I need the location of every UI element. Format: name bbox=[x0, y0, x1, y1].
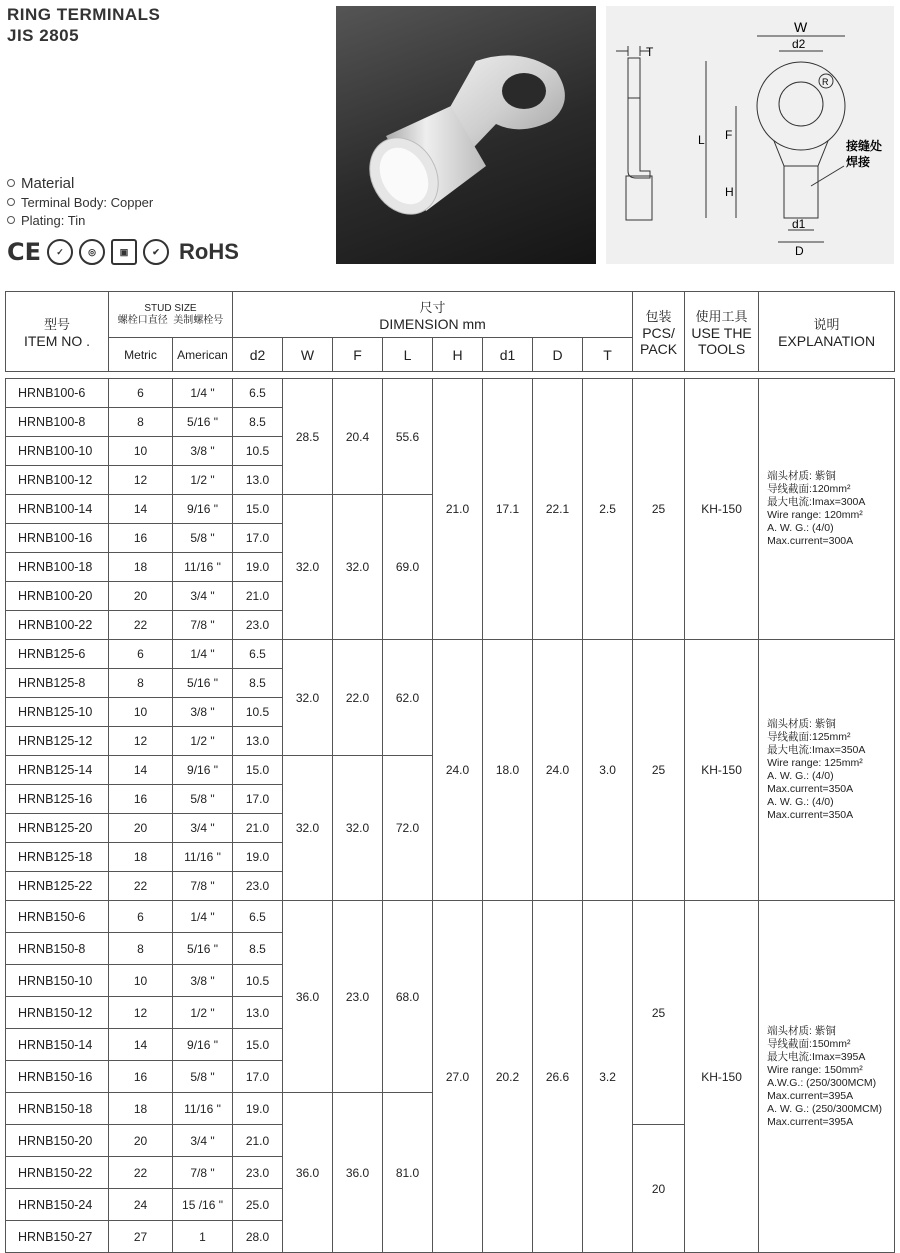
header-W: W bbox=[283, 338, 333, 372]
item-no-cell: HRNB150-20 bbox=[6, 1125, 109, 1157]
american-cell: 5/8 " bbox=[173, 1061, 233, 1093]
label-F: F bbox=[725, 128, 733, 142]
metric-cell: 22 bbox=[109, 611, 173, 640]
item-no-cell: HRNB150-10 bbox=[6, 965, 109, 997]
american-cell: 15 /16 " bbox=[173, 1189, 233, 1221]
bullet-icon bbox=[7, 216, 15, 224]
d2-cell: 19.0 bbox=[233, 553, 283, 582]
f-cell: 32.0 bbox=[333, 756, 383, 901]
d2-cell: 10.5 bbox=[233, 965, 283, 997]
f-cell: 20.4 bbox=[333, 379, 383, 495]
d2-cell: 10.5 bbox=[233, 437, 283, 466]
item-no-cell: HRNB150-18 bbox=[6, 1093, 109, 1125]
item-no-cell: HRNB150-6 bbox=[6, 901, 109, 933]
pack-cell: 25 bbox=[633, 901, 685, 1125]
label-H: H bbox=[725, 185, 734, 199]
metric-cell: 10 bbox=[109, 965, 173, 997]
metric-cell: 16 bbox=[109, 524, 173, 553]
w-cell: 32.0 bbox=[283, 640, 333, 756]
w-cell: 36.0 bbox=[283, 1093, 333, 1253]
table-row bbox=[6, 901, 895, 933]
w-cell: 36.0 bbox=[283, 901, 333, 1093]
l-cell: 72.0 bbox=[383, 756, 433, 901]
metric-cell: 14 bbox=[109, 1029, 173, 1061]
product-photo bbox=[336, 6, 596, 264]
item-no-cell: HRNB100-16 bbox=[6, 524, 109, 553]
metric-cell: 16 bbox=[109, 785, 173, 814]
d-cell: 26.6 bbox=[533, 901, 583, 1253]
d2-cell: 23.0 bbox=[233, 611, 283, 640]
spec-table-container bbox=[5, 291, 894, 1247]
metric-cell: 6 bbox=[109, 379, 173, 408]
american-cell: 5/16 " bbox=[173, 408, 233, 437]
metric-cell: 6 bbox=[109, 640, 173, 669]
d2-cell: 13.0 bbox=[233, 727, 283, 756]
bullet-icon bbox=[7, 198, 15, 206]
explanation-cell: 端头材质: 紫铜 导线截面:125mm² 最大电流:Imax=350A Wire range: 125mm² A. W. G.: (4/0) Max.current=350A A. W. G.: (4/0) Max.current=350A bbox=[759, 640, 895, 901]
header-american: American bbox=[173, 338, 233, 372]
header-d2: d2 bbox=[233, 338, 283, 372]
american-cell: 5/16 " bbox=[173, 933, 233, 965]
american-cell: 9/16 " bbox=[173, 756, 233, 785]
american-cell: 11/16 " bbox=[173, 843, 233, 872]
certification-seal-icon: ◎ bbox=[79, 239, 105, 265]
item-no-cell: HRNB125-22 bbox=[6, 872, 109, 901]
d1-cell: 17.1 bbox=[483, 379, 533, 640]
american-cell: 1/4 " bbox=[173, 901, 233, 933]
american-cell: 5/16 " bbox=[173, 669, 233, 698]
label-D: D bbox=[795, 244, 804, 258]
t-cell: 3.2 bbox=[583, 901, 633, 1253]
d-cell: 24.0 bbox=[533, 640, 583, 901]
d2-cell: 10.5 bbox=[233, 698, 283, 727]
rohs-mark: RoHS bbox=[179, 239, 239, 264]
item-no-cell: HRNB100-8 bbox=[6, 408, 109, 437]
metric-cell: 18 bbox=[109, 553, 173, 582]
f-cell: 36.0 bbox=[333, 1093, 383, 1253]
d2-cell: 28.0 bbox=[233, 1221, 283, 1253]
item-no-cell: HRNB100-12 bbox=[6, 466, 109, 495]
item-no-cell: HRNB150-12 bbox=[6, 997, 109, 1029]
pack-cell: 20 bbox=[633, 1125, 685, 1253]
d2-cell: 21.0 bbox=[233, 814, 283, 843]
w-cell: 32.0 bbox=[283, 756, 333, 901]
header-metric: Metric bbox=[109, 338, 173, 372]
explanation-cell: 端头材质: 紫铜 导线截面:120mm² 最大电流:Imax=300A Wire range: 120mm² A. W. G.: (4/0) Max.current=300A bbox=[759, 379, 895, 640]
d2-cell: 13.0 bbox=[233, 466, 283, 495]
d2-cell: 21.0 bbox=[233, 1125, 283, 1157]
item-no-cell: HRNB150-14 bbox=[6, 1029, 109, 1061]
header-tools: 使用工具 USE THE TOOLS bbox=[685, 292, 759, 372]
header-d1: d1 bbox=[483, 338, 533, 372]
h-cell: 21.0 bbox=[433, 379, 483, 640]
d2-cell: 21.0 bbox=[233, 582, 283, 611]
material-plating: Plating: Tin bbox=[21, 212, 86, 228]
metric-cell: 20 bbox=[109, 1125, 173, 1157]
header-stud-size: STUD SIZE 螺栓口直径 美制螺栓号 bbox=[109, 292, 233, 338]
spec-table bbox=[5, 291, 895, 1253]
material-section bbox=[7, 173, 153, 229]
d1-cell: 20.2 bbox=[483, 901, 533, 1253]
d1-cell: 18.0 bbox=[483, 640, 533, 901]
american-cell: 1/2 " bbox=[173, 466, 233, 495]
american-cell: 9/16 " bbox=[173, 495, 233, 524]
label-weld-note-2: 焊接 bbox=[846, 155, 871, 169]
header-item-no: 型号 ITEM NO . bbox=[6, 292, 109, 372]
metric-cell: 16 bbox=[109, 1061, 173, 1093]
d2-cell: 23.0 bbox=[233, 1157, 283, 1189]
header-T: T bbox=[583, 338, 633, 372]
l-cell: 69.0 bbox=[383, 495, 433, 640]
label-T: T bbox=[646, 45, 654, 59]
shield-seal-icon: ▣ bbox=[111, 239, 137, 265]
f-cell: 32.0 bbox=[333, 495, 383, 640]
metric-cell: 8 bbox=[109, 408, 173, 437]
material-body: Terminal Body: Copper bbox=[21, 194, 154, 210]
item-no-cell: HRNB100-6 bbox=[6, 379, 109, 408]
item-no-cell: HRNB150-24 bbox=[6, 1189, 109, 1221]
item-no-cell: HRNB125-8 bbox=[6, 669, 109, 698]
metric-cell: 12 bbox=[109, 997, 173, 1029]
metric-cell: 18 bbox=[109, 843, 173, 872]
header-dimension: 尺寸 DIMENSION mm bbox=[233, 292, 633, 338]
d2-cell: 17.0 bbox=[233, 524, 283, 553]
tool-cell: KH-150 bbox=[685, 379, 759, 640]
american-cell: 1/2 " bbox=[173, 727, 233, 756]
l-cell: 62.0 bbox=[383, 640, 433, 756]
label-L: L bbox=[698, 133, 705, 147]
metric-cell: 20 bbox=[109, 582, 173, 611]
d2-cell: 15.0 bbox=[233, 1029, 283, 1061]
metric-cell: 27 bbox=[109, 1221, 173, 1253]
metric-cell: 8 bbox=[109, 669, 173, 698]
american-cell: 7/8 " bbox=[173, 611, 233, 640]
quality-seal-icon: ✓ bbox=[47, 239, 73, 265]
item-no-cell: HRNB125-10 bbox=[6, 698, 109, 727]
d2-cell: 15.0 bbox=[233, 495, 283, 524]
item-no-cell: HRNB125-12 bbox=[6, 727, 109, 756]
item-no-cell: HRNB150-22 bbox=[6, 1157, 109, 1189]
d2-cell: 8.5 bbox=[233, 408, 283, 437]
d2-cell: 17.0 bbox=[233, 785, 283, 814]
f-cell: 22.0 bbox=[333, 640, 383, 756]
metric-cell: 10 bbox=[109, 698, 173, 727]
w-cell: 28.5 bbox=[283, 379, 333, 495]
d2-cell: 25.0 bbox=[233, 1189, 283, 1221]
d2-cell: 6.5 bbox=[233, 901, 283, 933]
american-cell: 11/16 " bbox=[173, 1093, 233, 1125]
spec-table-body bbox=[6, 379, 895, 1253]
american-cell: 1/2 " bbox=[173, 997, 233, 1029]
metric-cell: 14 bbox=[109, 495, 173, 524]
header-explanation: 说明 EXPLANATION bbox=[759, 292, 895, 372]
title-line-2: JIS 2805 bbox=[7, 26, 80, 45]
american-cell: 7/8 " bbox=[173, 872, 233, 901]
metric-cell: 10 bbox=[109, 437, 173, 466]
bullet-icon bbox=[7, 179, 15, 187]
d2-cell: 19.0 bbox=[233, 843, 283, 872]
sgs-seal-icon: ✔ bbox=[143, 239, 169, 265]
metric-cell: 18 bbox=[109, 1093, 173, 1125]
american-cell: 11/16 " bbox=[173, 553, 233, 582]
w-cell: 32.0 bbox=[283, 495, 333, 640]
item-no-cell: HRNB100-10 bbox=[6, 437, 109, 466]
explanation-cell: 端头材质: 紫铜 导线截面:150mm² 最大电流:Imax=395A Wire range: 150mm² A.W.G.: (250/300MCM) Max.current=395A A. W. G.: (250/300MCM) Max.current=395A bbox=[759, 901, 895, 1253]
american-cell: 3/8 " bbox=[173, 965, 233, 997]
item-no-cell: HRNB125-18 bbox=[6, 843, 109, 872]
d2-cell: 15.0 bbox=[233, 756, 283, 785]
pack-cell: 25 bbox=[633, 379, 685, 640]
american-cell: 3/8 " bbox=[173, 698, 233, 727]
d2-cell: 6.5 bbox=[233, 640, 283, 669]
item-no-cell: HRNB150-27 bbox=[6, 1221, 109, 1253]
metric-cell: 14 bbox=[109, 756, 173, 785]
t-cell: 3.0 bbox=[583, 640, 633, 901]
l-cell: 55.6 bbox=[383, 379, 433, 495]
item-no-cell: HRNB125-20 bbox=[6, 814, 109, 843]
american-cell: 3/4 " bbox=[173, 582, 233, 611]
pack-cell: 25 bbox=[633, 640, 685, 901]
item-no-cell: HRNB125-16 bbox=[6, 785, 109, 814]
material-heading: Material bbox=[21, 174, 75, 192]
american-cell: 3/4 " bbox=[173, 814, 233, 843]
tool-cell: KH-150 bbox=[685, 901, 759, 1253]
t-cell: 2.5 bbox=[583, 379, 633, 640]
item-no-cell: HRNB100-18 bbox=[6, 553, 109, 582]
label-W: W bbox=[794, 19, 808, 35]
header-D: D bbox=[533, 338, 583, 372]
header-pack: 包装 PCS/ PACK bbox=[633, 292, 685, 372]
american-cell: 3/8 " bbox=[173, 437, 233, 466]
page-title bbox=[7, 4, 160, 46]
item-no-cell: HRNB100-22 bbox=[6, 611, 109, 640]
f-cell: 23.0 bbox=[333, 901, 383, 1093]
american-cell: 3/4 " bbox=[173, 1125, 233, 1157]
metric-cell: 12 bbox=[109, 727, 173, 756]
table-row bbox=[6, 640, 895, 669]
american-cell: 5/8 " bbox=[173, 524, 233, 553]
ring-terminal-image bbox=[336, 6, 596, 264]
d2-cell: 13.0 bbox=[233, 997, 283, 1029]
h-cell: 24.0 bbox=[433, 640, 483, 901]
d2-cell: 8.5 bbox=[233, 933, 283, 965]
metric-cell: 6 bbox=[109, 901, 173, 933]
d2-cell: 17.0 bbox=[233, 1061, 283, 1093]
american-cell: 9/16 " bbox=[173, 1029, 233, 1061]
metric-cell: 20 bbox=[109, 814, 173, 843]
tool-cell: KH-150 bbox=[685, 640, 759, 901]
certification-marks bbox=[7, 238, 239, 266]
label-registered: R bbox=[822, 77, 829, 87]
american-cell: 1/4 " bbox=[173, 640, 233, 669]
dimension-diagram bbox=[606, 6, 894, 264]
label-weld-note-1: 接缝处 bbox=[846, 139, 883, 153]
label-d1: d1 bbox=[792, 217, 806, 231]
metric-cell: 12 bbox=[109, 466, 173, 495]
american-cell: 1/4 " bbox=[173, 379, 233, 408]
metric-cell: 8 bbox=[109, 933, 173, 965]
d2-cell: 8.5 bbox=[233, 669, 283, 698]
item-no-cell: HRNB100-20 bbox=[6, 582, 109, 611]
american-cell: 5/8 " bbox=[173, 785, 233, 814]
d2-cell: 19.0 bbox=[233, 1093, 283, 1125]
item-no-cell: HRNB150-8 bbox=[6, 933, 109, 965]
item-no-cell: HRNB150-16 bbox=[6, 1061, 109, 1093]
american-cell: 1 bbox=[173, 1221, 233, 1253]
h-cell: 27.0 bbox=[433, 901, 483, 1253]
american-cell: 7/8 " bbox=[173, 1157, 233, 1189]
metric-cell: 24 bbox=[109, 1189, 173, 1221]
item-no-cell: HRNB100-14 bbox=[6, 495, 109, 524]
table-row bbox=[6, 379, 895, 408]
header-L: L bbox=[383, 338, 433, 372]
metric-cell: 22 bbox=[109, 872, 173, 901]
d2-cell: 23.0 bbox=[233, 872, 283, 901]
header-H: H bbox=[433, 338, 483, 372]
label-d2: d2 bbox=[792, 37, 806, 51]
technical-drawing bbox=[606, 6, 894, 264]
d2-cell: 6.5 bbox=[233, 379, 283, 408]
l-cell: 81.0 bbox=[383, 1093, 433, 1253]
metric-cell: 22 bbox=[109, 1157, 173, 1189]
l-cell: 68.0 bbox=[383, 901, 433, 1093]
title-line-1: RING TERMINALS bbox=[7, 5, 161, 24]
item-no-cell: HRNB125-14 bbox=[6, 756, 109, 785]
header-F: F bbox=[333, 338, 383, 372]
item-no-cell: HRNB125-6 bbox=[6, 640, 109, 669]
ce-mark-icon: CE bbox=[7, 238, 42, 266]
d-cell: 22.1 bbox=[533, 379, 583, 640]
